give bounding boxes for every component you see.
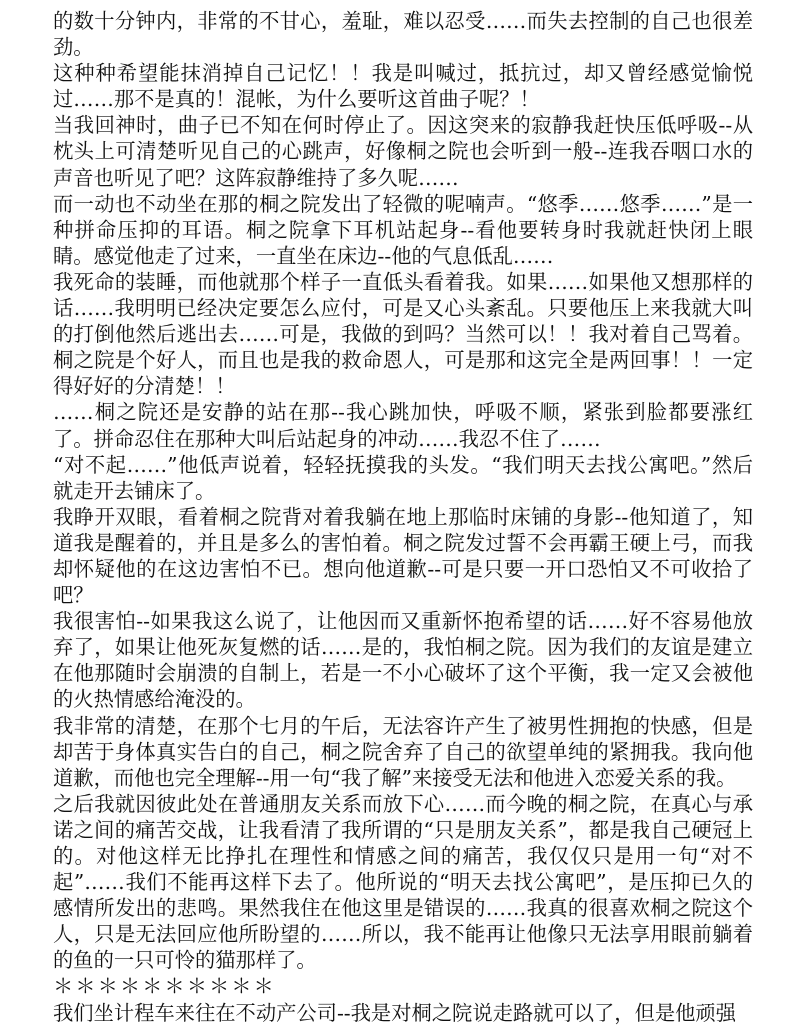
paragraph: 我非常的清楚，在那个七月的午后，无法容许产生了被男性拥抱的快感，但是却苦于身体真实告白的自己，桐之院舍弃了自己的欲望单纯的紧拥我。我向他道歉，而他也完全理解--用一句“我了解”来接受无法和他进入恋爱关系的我。 (53, 713, 753, 790)
paragraph: 这种种希望能抹消掉自己记忆！！我是叫喊过，抵抗过，却又曾经感觉愉悦过……那不是真的！混帐，为什么要听这首曲子呢？！ (53, 61, 753, 112)
paragraph: 当我回神时，曲子已不知在何时停止了。因这突来的寂静我赶快压低呼吸--从枕头上可清楚听见自己的心跳声，好像桐之院也会听到一般--连我吞咽口水的声音也听见了吧？这阵寂静维持了多久呢…… (53, 113, 753, 190)
paragraph: “对不起……”他低声说着，轻轻抚摸我的头发。“我们明天去找公寓吧。”然后就走开去铺床了。 (53, 452, 753, 503)
paragraph: 的数十分钟内，非常的不甘心，羞耻，难以忍受……而失去控制的自己也很差劲。 (53, 9, 753, 60)
paragraph: ……桐之院还是安静的站在那--我心跳加快，呼吸不顺，紧张到脸都要涨红了。拼命忍住在那种大叫后站起身的冲动……我忍不住了…… (53, 400, 753, 451)
paragraph: 我死命的装睡，而他就那个样子一直低头看着我。如果……如果他又想那样的话……我明明已经决定要怎么应付，可是又心头紊乱。只要他压上来我就大叫的打倒他然后逃出去……可是，我做的到吗？当然可以！！我对着自己骂着。桐之院是个好人，而且也是我的救命恩人，可是那和这完全是两回事！！一定得好好的分清楚！！ (53, 269, 753, 399)
paragraph: 我睁开双眼，看着桐之院背对着我躺在地上那临时床铺的身影--他知道了，知道我是醒着的，并且是多么的害怕着。桐之院发过誓不会再霸王硬上弓，而我却怀疑他的在这边害怕不已。想向他道歉--可是只要一开口恐怕又不可收拾了吧？ (53, 504, 753, 608)
closing-line: 我们坐计程车来往在不动产公司--我是对桐之院说走路就可以了，但是他顽强 (53, 1000, 736, 1025)
paragraph: 之后我就因彼此处在普通朋友关系而放下心……而今晚的桐之院，在真心与承诺之间的痛苦交战，让我看清了我所谓的“只是朋友关系”，都是我自己硬冠上的。对他这样无比挣扎在理性和情感之间的痛苦，我仅仅只是用一句“对不起”……我们不能再这样下去了。他所说的“明天去找公寓吧”，是压抑已久的感情所发出的悲鸣。果然我住在他这里是错误的……我真的很喜欢桐之院这个人，只是无法回应他所盼望的……所以，我不能再让他像只无法享用眼前躺着的鱼的一只可怜的猫那样了。 (53, 791, 753, 973)
paragraph: 而一动也不动坐在那的桐之院发出了轻微的呢喃声。“悠季……悠季……”是一种拼命压抑的耳语。桐之院拿下耳机站起身--看他要转身时我就赶快闭上眼睛。感觉他走了过来，一直坐在床边--他的气息低乱…… (53, 191, 753, 268)
document-page (53, 8, 753, 1026)
paragraph: 我很害怕--如果我这么说了，让他因而又重新怀抱希望的话……好不容易他放弃了，如果让他死灰复燃的话……是的，我怕桐之院。因为我们的友谊是建立在他那随时会崩溃的自制上，若是一不小心破坏了这个平衡，我一定又会被他的火热情感给淹没的。 (53, 609, 753, 712)
section-divider: ＊＊＊＊＊＊＊＊＊＊ (53, 974, 276, 999)
